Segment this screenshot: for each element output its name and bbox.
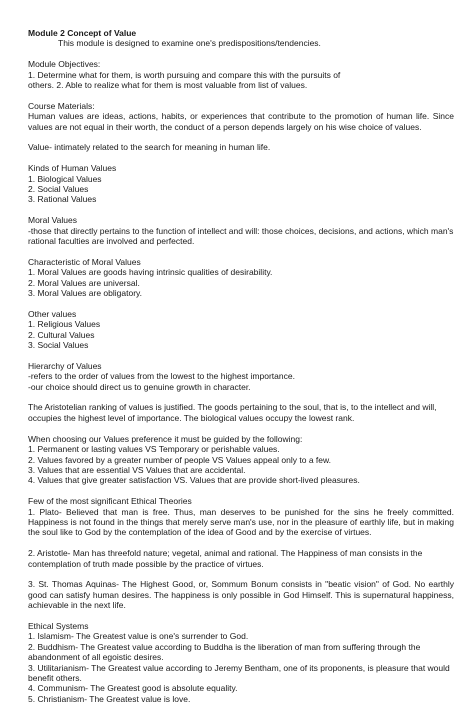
choosing-item: 4. Values that give greater satisfaction VS. Values that are provide short-lived pleasures.: [28, 475, 360, 486]
characteristic-item: 1. Moral Values are goods having intrinsic qualities of desirability.: [28, 267, 273, 278]
choosing-item: 1. Permanent or lasting values VS Temporary or perishable values.: [28, 444, 280, 455]
aristotelian-paragraph: The Aristotelian ranking of values is justified. The goods pertaining to the soul, that is, to the intellect and will, occupies the highest level of importance. The biological values occupy the lowest rank.: [28, 402, 437, 423]
kinds-item: 2. Social Values: [28, 184, 89, 195]
system-item: 5. Christianism- The Greatest value is love.: [28, 693, 191, 704]
choosing-item: 2. Values favored by a greater number of people VS Values appeal only to a few.: [28, 454, 332, 465]
choosing-heading: When choosing our Values preference it must be guided by the following:: [28, 433, 303, 444]
other-values-item: 1. Religious Values: [28, 319, 101, 330]
moral-heading: Moral Values: [28, 215, 77, 226]
hierarchy-item: -our choice should direct us to genuine growth in character.: [28, 381, 251, 392]
kinds-item: 1. Biological Values: [28, 173, 102, 184]
kinds-heading: Kinds of Human Values: [28, 163, 117, 174]
other-values-item: 3. Social Values: [28, 340, 89, 351]
theory-plato: 1. Plato- Believed that man is free. Thus, man deserves to be punished for the sins he freely committed. Happiness is not found in the things that merely serve man's use, nor in the pleasure of earthly life, but in making the soul like to God by the contemplation of the idea of Good and by the exercise of virtues.: [28, 506, 454, 538]
characteristic-heading: Characteristic of Moral Values: [28, 256, 141, 267]
moral-text: -those that directly pertains to the function of intellect and will: those choices, decisions, and actions, which man's rational faculties are involved and perfected.: [28, 225, 454, 247]
theory-aquinas: 3. St. Thomas Aquinas- The Highest Good, or, Sommum Bonum consists in "beatic vision" of God. No earthly good can satisfy human desires. The happiness is only possible in God Himself. This is supernatural happiness, achievable in the next life.: [28, 579, 454, 611]
system-item: 1. Islamism- The Greatest value is one's surrender to God.: [28, 631, 249, 642]
other-values-item: 2. Cultural Values: [28, 329, 95, 340]
theory-aristotle: 2. Aristotle- Man has threefold nature; vegetal, animal and rational. The Happiness of man consists in the contemplation of truth made possible by the practice of virtues.: [28, 548, 423, 569]
objective-item: others. 2. Able to realize what for them is most valuable from list of values.: [28, 80, 308, 91]
value-definition: Value- intimately related to the search for meaning in human life.: [28, 142, 271, 153]
objectives-heading: Module Objectives:: [28, 59, 101, 70]
document-title: Module 2 Concept of Value: [28, 28, 137, 38]
objective-item: 1. Determine what for them, is worth pursuing and compare this with the pursuits of: [28, 69, 341, 80]
system-item: 3. Utilitarianism- The Greatest value according to Jeremy Bentham, one of its proponents, is pleasure that would benefit others.: [28, 662, 450, 683]
materials-heading: Course Materials:: [28, 100, 95, 111]
hierarchy-item: -refers to the order of values from the lowest to the highest importance.: [28, 371, 295, 382]
hierarchy-heading: Hierarchy of Values: [28, 360, 102, 371]
other-values-heading: Other values: [28, 308, 77, 319]
systems-heading: Ethical Systems: [28, 620, 89, 631]
characteristic-item: 3. Moral Values are obligatory.: [28, 288, 143, 299]
characteristic-item: 2. Moral Values are universal.: [28, 277, 140, 288]
materials-text: Human values are ideas, actions, habits, or experiences that contribute to the promotion of human life. Since values are not equal in their worth, the conduct of a person depends largely on his wise choice of values.: [28, 111, 454, 132]
theories-heading: Few of the most significant Ethical Theories: [28, 496, 192, 507]
system-item: 2. Buddhism- The Greatest value according to Buddha is the liberation of man from suffering through the abandonment of all egoistic desires.: [28, 641, 421, 663]
module-intro: This module is designed to examine one's predispositions/tendencies.: [58, 38, 321, 49]
system-item: 4. Communism- The Greatest good is absolute equality.: [28, 683, 238, 694]
choosing-item: 3. Values that are essential VS Values that are accidental.: [28, 464, 246, 475]
kinds-item: 3. Rational Values: [28, 194, 97, 205]
